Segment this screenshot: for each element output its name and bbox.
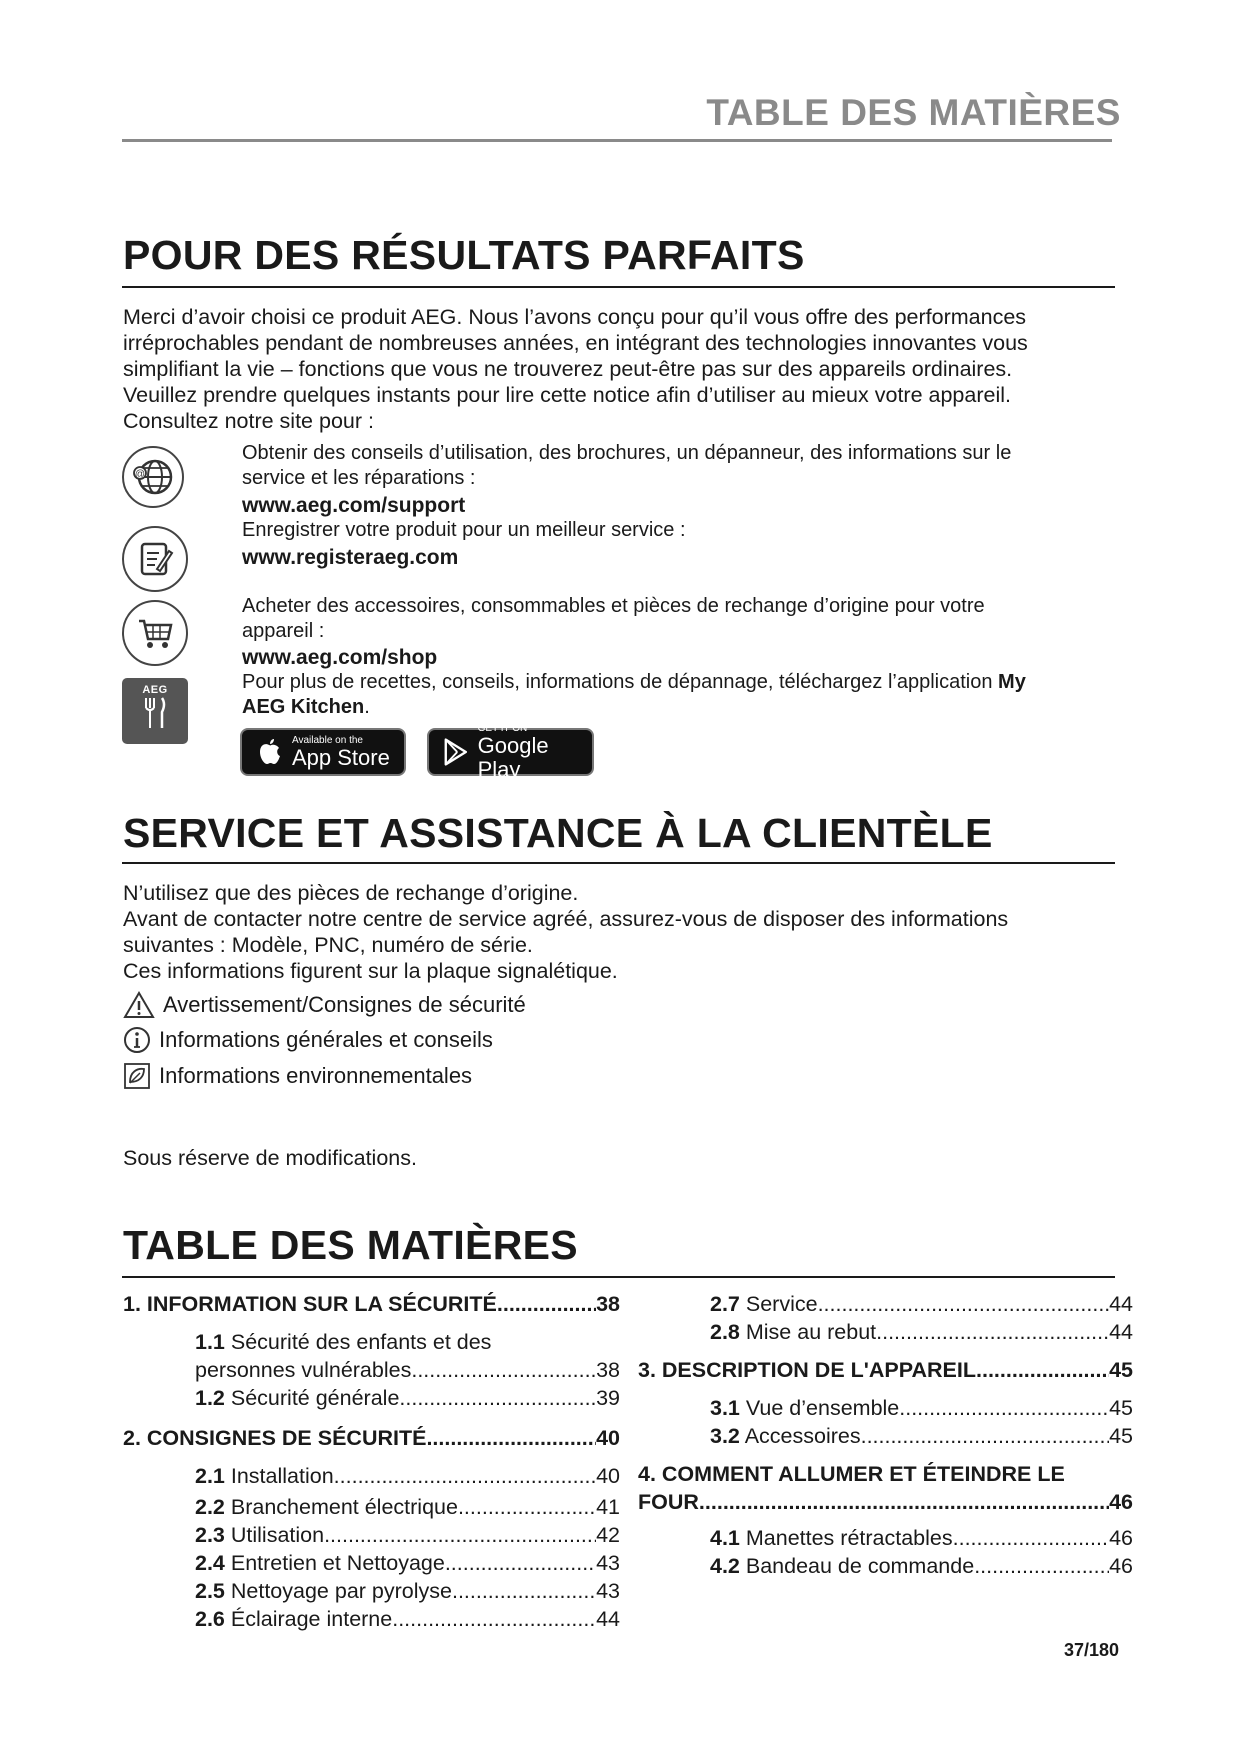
legend-info	[123, 1026, 493, 1054]
shopping-cart-icon	[122, 600, 188, 666]
page-number: 37/180	[1063, 1640, 1119, 1660]
toc-entry-2-5[interactable]: 2.5 Nettoyage par pyrolyse ..... 43	[123, 1577, 620, 1605]
google-play-main: Google Play	[477, 732, 549, 782]
info-icon	[123, 1026, 151, 1054]
app-text	[242, 670, 1122, 695]
google-play-sub: GET IT ON	[477, 722, 528, 734]
toc-right-column	[638, 1290, 1133, 1580]
toc-entry-2[interactable]: 2. CONSIGNES DE SÉCURITÉ ..... 40	[123, 1424, 620, 1452]
app-store-sub: Available on the	[292, 734, 363, 746]
toc-entry-3[interactable]: 3. DESCRIPTION DE L'APPAREIL ..... 45	[638, 1356, 1133, 1384]
toc-page: 44	[1109, 1292, 1133, 1316]
header-title: TABLE DES MATIÈRES	[706, 92, 1121, 133]
support-link[interactable]: www.aeg.com/support	[242, 494, 466, 517]
toc-page: 45	[1109, 1424, 1133, 1448]
support-block	[242, 441, 1122, 570]
warning-icon	[123, 990, 155, 1020]
results-rule	[122, 286, 1115, 288]
toc-entry-4[interactable]: 4. COMMENT ALLUMER ET ÉTEINDRE LE FOUR ..... 46	[638, 1460, 1133, 1516]
toc-left-column	[123, 1290, 620, 1633]
legend-text: Avertissement/Consignes de sécurité	[163, 992, 526, 1017]
toc-entry-4-1[interactable]: 4.1 Manettes rétractables ..... 46	[638, 1524, 1133, 1552]
toc-entry-1[interactable]: 1. INFORMATION SUR LA SÉCURITÉ ..... 38	[123, 1290, 620, 1318]
results-intro	[123, 304, 1123, 434]
legend-warning	[123, 990, 526, 1020]
toc-page: 44	[596, 1607, 620, 1631]
shop-link[interactable]: www.aeg.com/shop	[242, 646, 438, 669]
aeg-icon-label: AEG	[142, 684, 168, 696]
toc-page: 39	[596, 1386, 620, 1410]
toc-entry-3-2[interactable]: 3.2 Accessoires ..... 45	[638, 1422, 1133, 1450]
shop-block	[242, 594, 1122, 720]
modification-notice: Sous réserve de modifications.	[123, 1146, 417, 1170]
toc-page: 43	[596, 1579, 620, 1603]
toc-entry-2-2[interactable]: 2.2 Branchement électrique ..... 41	[123, 1493, 620, 1521]
toc-page: 44	[1109, 1320, 1133, 1344]
aeg-app-icon	[122, 678, 188, 744]
legend-text: Informations environnementales	[159, 1063, 473, 1088]
service-line: N’utilisez que des pièces de rechange d’origine.	[123, 881, 579, 905]
legend-text: Informations générales et conseils	[159, 1027, 493, 1052]
toc-page: 40	[596, 1464, 620, 1488]
app-text-end: .	[364, 696, 370, 718]
toc-page: 46	[1109, 1490, 1133, 1514]
app-name-part: My	[998, 671, 1026, 693]
service-text	[123, 880, 1123, 984]
toc-entry-2-6[interactable]: 2.6 Éclairage interne ..... 44	[123, 1605, 620, 1633]
toc-entry-2-8[interactable]: 2.8 Mise au rebut ..... 44	[638, 1318, 1133, 1346]
toc-heading: TABLE DES MATIÈRES	[123, 1222, 578, 1268]
toc-page: 45	[1109, 1358, 1133, 1382]
toc-page: 45	[1109, 1396, 1133, 1420]
register-link[interactable]: www.registeraeg.com	[242, 546, 459, 569]
service-heading: SERVICE ET ASSISTANCE À LA CLIENTÈLE	[123, 810, 993, 856]
toc-entry-2-4[interactable]: 2.4 Entretien et Nettoyage ..... 43	[123, 1549, 620, 1577]
toc-entry-3-1[interactable]: 3.1 Vue d’ensemble ..... 45	[638, 1394, 1133, 1422]
intro-line: Consultez notre site pour :	[123, 409, 374, 433]
app-text-main: Pour plus de recettes, conseils, informations de dépannage, téléchargez l’application	[242, 671, 993, 693]
toc-rule	[122, 1276, 1115, 1278]
shop-text: Acheter des accessoires, consommables et pièces de rechange d’origine pour votre	[242, 595, 985, 617]
toc-page: 42	[596, 1523, 620, 1547]
toc-page: 46	[1109, 1554, 1133, 1578]
toc-entry-2-7[interactable]: 2.7 Service ..... 44	[638, 1290, 1133, 1318]
fork-knife-icon	[140, 696, 170, 730]
toc-entry-2-3[interactable]: 2.3 Utilisation ..... 42	[123, 1521, 620, 1549]
service-line: Ces informations figurent sur la plaque signalétique.	[123, 959, 618, 983]
service-rule	[122, 862, 1115, 864]
intro-line: Veuillez prendre quelques instants pour lire cette notice afin d’utiliser au mieux votre appareil.	[123, 383, 1011, 407]
service-line: suivantes : Modèle, PNC, numéro de série.	[123, 933, 533, 957]
support-text: service et les réparations :	[242, 467, 476, 489]
toc-entry-1-2[interactable]: 1.2 Sécurité générale ..... 39	[123, 1384, 620, 1412]
support-text: Obtenir des conseils d’utilisation, des brochures, un dépanneur, des informations sur le	[242, 442, 1012, 464]
toc-entry-4-2[interactable]: 4.2 Bandeau de commande ..... 46	[638, 1552, 1133, 1580]
svg-text:@: @	[134, 469, 146, 480]
intro-line: irréprochables pendant de nombreuses années, en intégrant des technologies innovantes vous	[123, 331, 1028, 355]
google-play-button[interactable]	[427, 722, 594, 782]
app-text-line2	[242, 695, 1122, 720]
header-rule	[122, 139, 1112, 142]
app-store-main: App Store	[292, 744, 390, 770]
toc-entry-1-1[interactable]: 1.1 Sécurité des enfants et des personnes vulnérables ..... 38	[123, 1328, 620, 1384]
legend-environment	[123, 1062, 472, 1090]
app-name: AEG Kitchen	[242, 696, 365, 718]
results-heading: POUR DES RÉSULTATS PARFAITS	[123, 232, 805, 278]
toc-entry-2-1[interactable]: 2.1 Installation ..... 40	[123, 1462, 620, 1490]
shop-text: appareil :	[242, 620, 325, 642]
toc-page: 43	[596, 1551, 620, 1575]
intro-line: Merci d’avoir choisi ce produit AEG. Nous l’avons conçu pour qu’il vous offre des performances	[123, 305, 1027, 329]
register-text: Enregistrer votre produit pour un meilleur service :	[242, 519, 686, 541]
google-play-icon	[441, 736, 470, 768]
toc-page: 46	[1109, 1526, 1133, 1550]
leaf-icon	[123, 1062, 151, 1090]
toc-page: 38	[596, 1292, 620, 1316]
globe-icon	[122, 446, 184, 508]
service-line: Avant de contacter notre centre de service agréé, assurez-vous de disposer des informations	[123, 907, 1009, 931]
toc-page: 38	[596, 1358, 620, 1382]
toc-page: 40	[596, 1426, 620, 1450]
intro-line: simplifiant la vie – fonctions que vous ne trouverez peut-être pas sur des appareils ordinaires.	[123, 357, 1013, 381]
register-product-icon	[122, 526, 188, 592]
toc-page: 41	[596, 1495, 620, 1519]
app-store-button[interactable]	[240, 728, 406, 776]
apple-icon	[254, 736, 284, 768]
